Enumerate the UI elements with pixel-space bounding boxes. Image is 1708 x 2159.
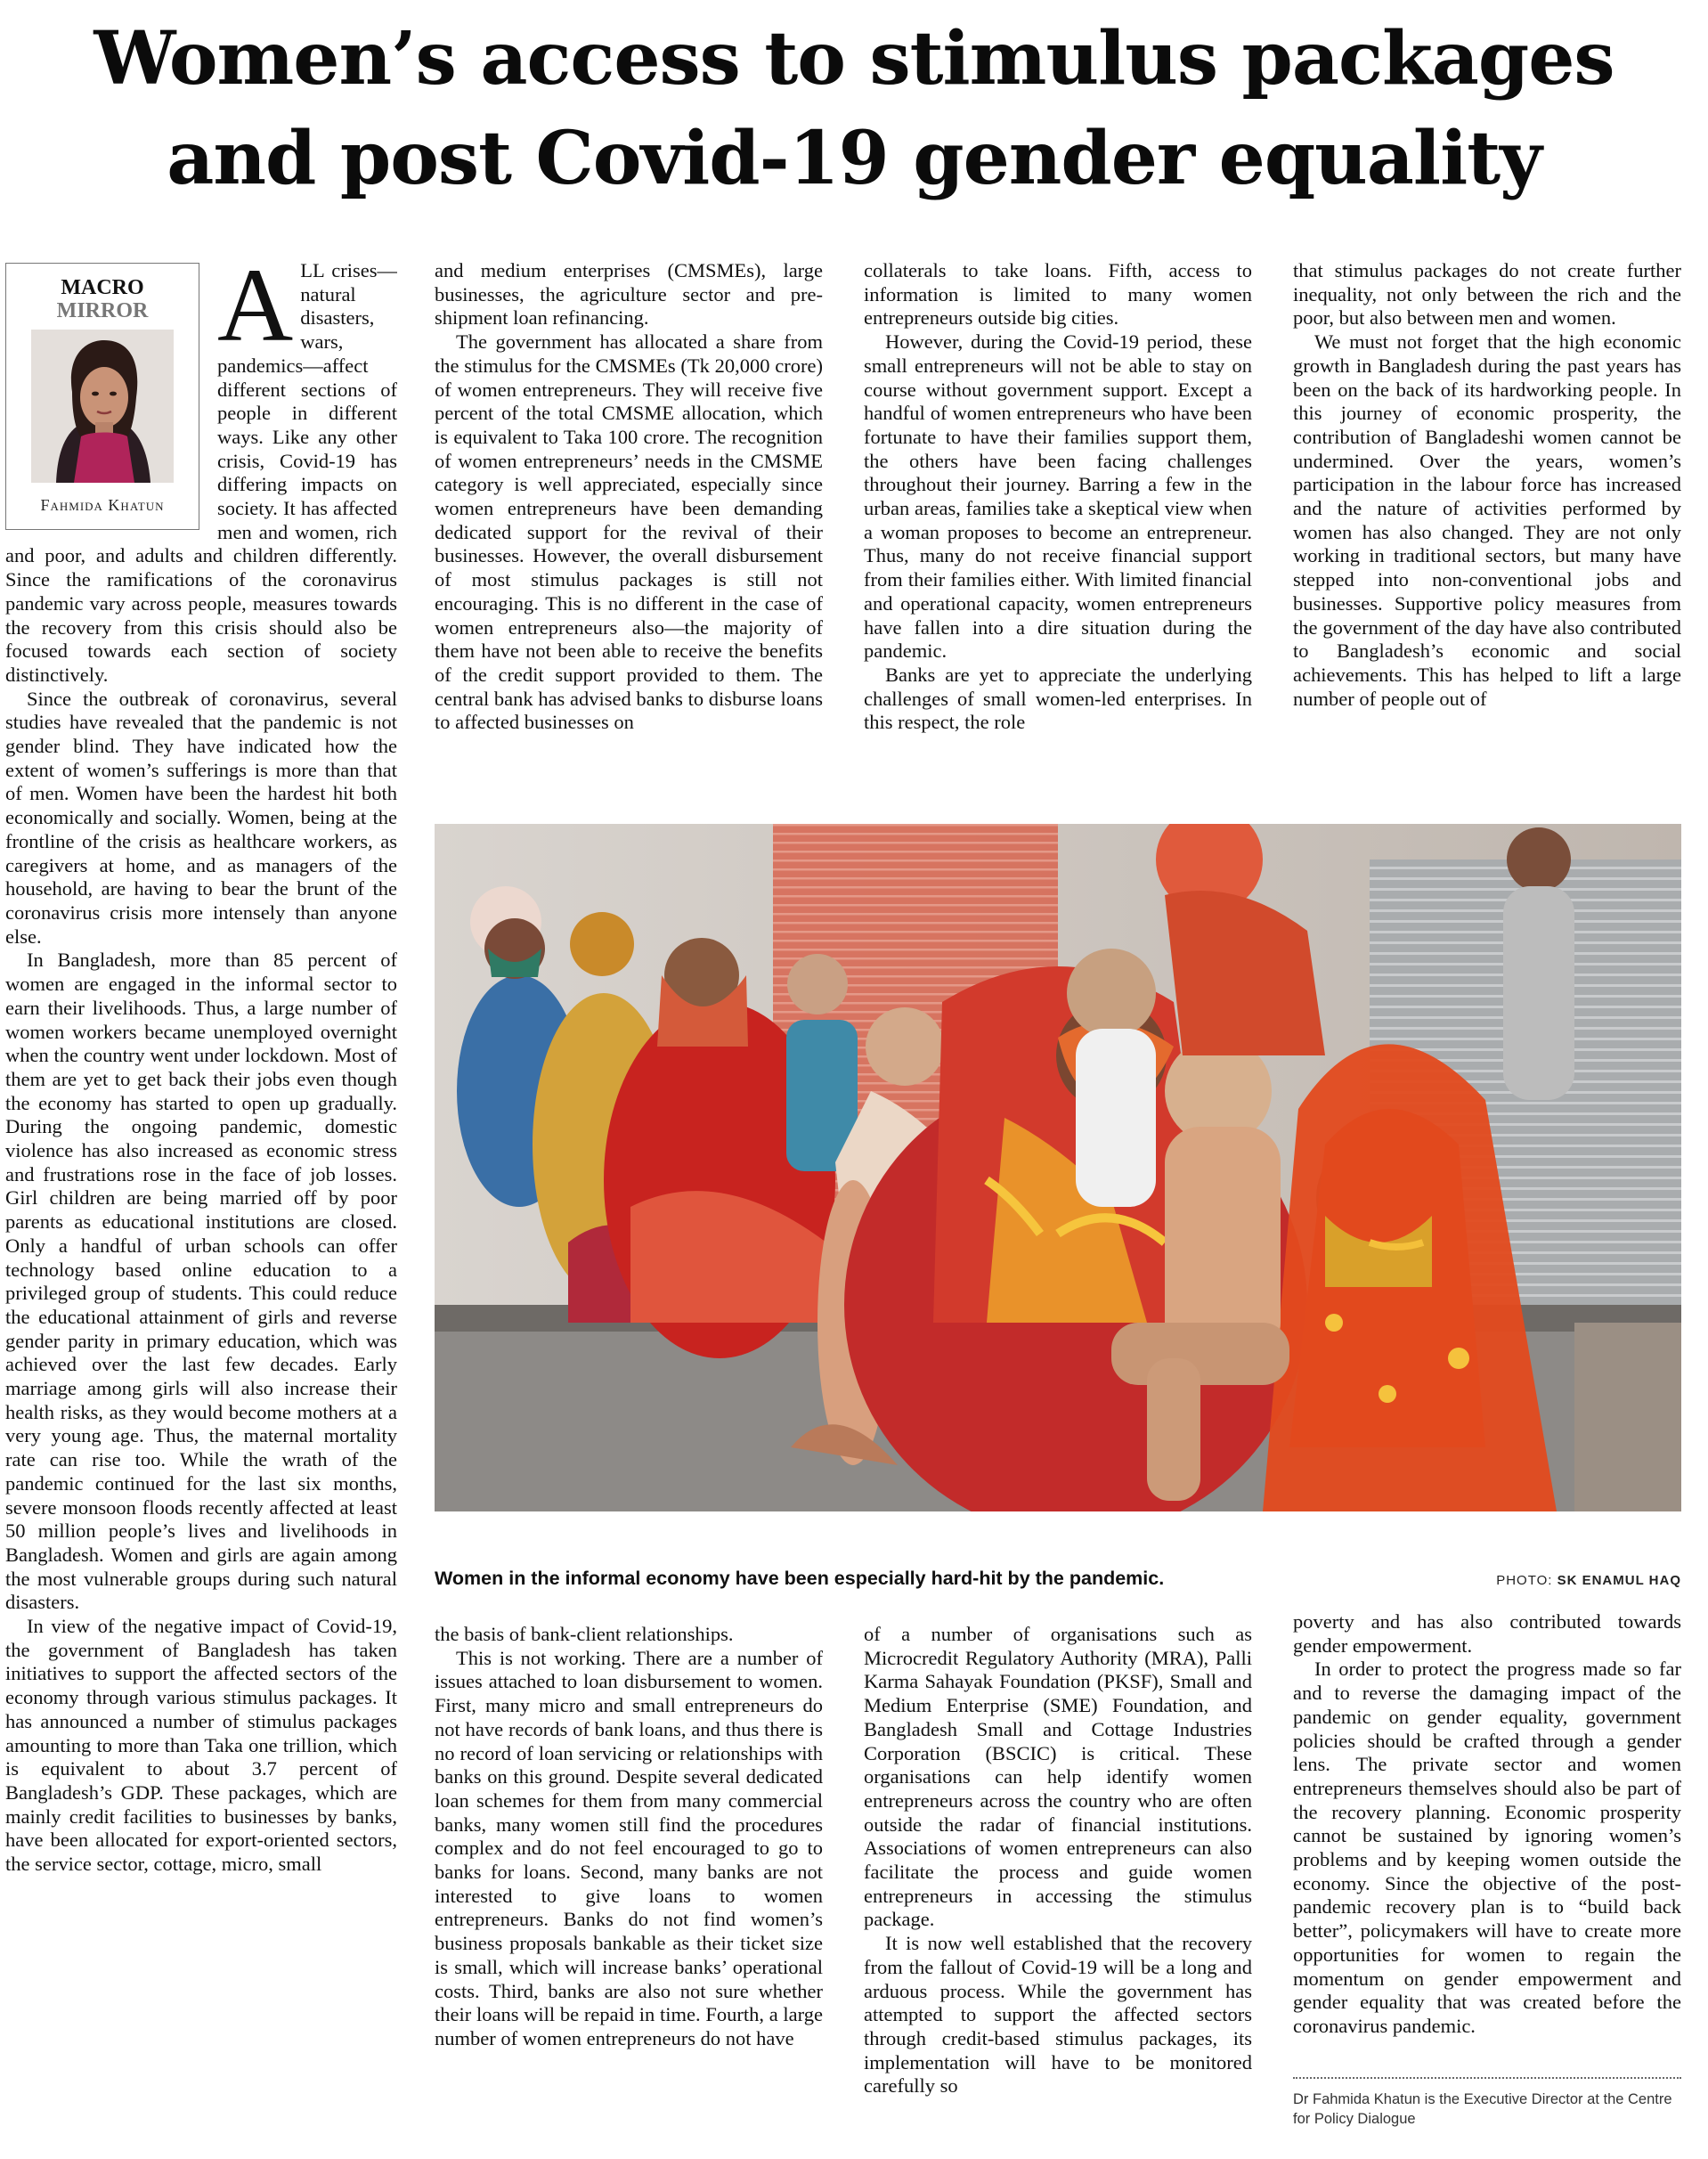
paragraph: Since the outbreak of coronavirus, several studies have revealed that the pandemic is not gender blind. They have indicated how the extent of women’s sufferings is more than that of men. Women have been the hardest hit both economically and socially. Women, being at the frontline of the crisis as healthcare workers, as caregivers at home, and as managers of the household, are having to bear the brunt of the coronavirus crisis more intensely than anyone else.	[5, 687, 397, 948]
column-name-line-2: MIRROR	[56, 299, 149, 322]
paragraph: In view of the negative impact of Covid-19, the government of Bangladesh has taken initiatives to support the affected sectors of the economy through various stimulus packages. It has announced a number of stimulus packages amounting to more than Taka one trillion, which is equivalent to about 3.7 percent of Bangladesh’s GDP. These packages, which are mainly credit facilities to businesses by banks, have been allocated for export-oriented sectors, the service sector, cottage, micro, small	[5, 1615, 397, 1876]
paragraph: In order to protect the progress made so far and to reverse the damaging impact of the pandemic on gender equality, government policies should be crafted through a gender lens. The private sector and women entrepreneurs themselves should also be part of the recovery planning. Economic prosperity cannot be sustained by ignoring women’s problems and by keeping women outside the economy. Since the objective of the post-pandemic recovery plan is to “build back better”, policymakers will have to create more opportunities for women to regain the momentum on gender empowerment and gender equality that was created before the coronavirus pandemic.	[1293, 1658, 1681, 2037]
paragraph: of a number of organisations such as Microcredit Regulatory Authority (MRA), Palli Karma Sahayak Foundation (PKSF), Small and Medium Enterprise (SME) Foundation, and Bangladesh Small and Cottage Industries Corporation (BSCIC) is critical. These organisations can help identify women entrepreneurs across the country who are often outside the radar of financial institutions. Associations of women entrepreneurs can also facilitate the process and guide women entrepreneurs in accessing the stimulus package.	[864, 1623, 1252, 1931]
paragraph: collaterals to take loans. Fifth, access to information is limited to many women entrepreneurs outside big cities.	[864, 259, 1252, 330]
paragraph: Banks are yet to appreciate the underlying challenges of small women-led enterprises. In this respect, the role	[864, 663, 1252, 734]
paragraph: poverty and has also contributed towards gender empowerment.	[1293, 1610, 1681, 1657]
paragraph: that stimulus packages do not create further inequality, not only between the rich and the poor, but also between men and women.	[1293, 259, 1681, 330]
news-photo-illustration	[435, 824, 1681, 1511]
author-box	[5, 263, 199, 530]
photo-credit-name: SK ENAMUL HAQ	[1557, 1573, 1681, 1588]
paragraph: However, during the Covid-19 period, these small entrepreneurs will not be able to stay on course without government support. Except a handful of women entrepreneurs who have been fortunate to have their families support them, the others have been facing challenges throughout their journey. Barring a few in the urban areas, families take a skeptical view when a woman proposes to become an entrepreneur. Thus, many do not receive financial support from their families either. With limited financial and operational capacity, women entrepreneurs have fallen into a dire situation during the pandemic.	[864, 330, 1252, 663]
paragraph: It is now well established that the recovery from the fallout of Covid-19 will be a long and arduous process. While the government has attempted to support the affected sectors through credit-based stimulus packages, its implementation will have to be monitored carefully so	[864, 1932, 1252, 2098]
photo-caption: Women in the informal economy have been especially hard-hit by the pandemic.	[435, 1568, 1165, 1589]
paragraph: the basis of bank-client relationships.	[435, 1623, 734, 1645]
author-name: Fahmida Khatun	[40, 496, 165, 514]
paragraph: In Bangladesh, more than 85 percent of women are engaged in the informal sector to earn their livelihoods. Thus, a large number of women workers became unemployed overnight when the country went under lockdown. Most of them are yet to get back their jobs even though the economy has started to open up gradually. During the ongoing pandemic, domestic violence has also increased as economic stress and frustrations rose in the face of job losses. Girl children are being married off by poor parents as educational institutions are closed. Only a handful of urban schools can offer technology based online education to a privileged group of students. This could reduce the educational attainment of girls and reverse gender parity in primary education, which was achieved over the last few decades. Early marriage among girls will also increase their health risks, as they would become mothers at a very young age. Thus, the maternal mortality rate can rise too. While the wrath of the pandemic continued for the last six months, severe monsoon floods recently affected at least 50 million people’s lives and livelihoods in Bangladesh. Women and girls are again among the most vulnerable groups during such natural disasters.	[5, 949, 397, 1614]
author-photo	[31, 330, 174, 483]
column-name	[6, 276, 199, 322]
column-name-line-1: MACRO	[61, 276, 144, 299]
article-column-4	[1293, 259, 1681, 798]
drop-cap: A	[217, 259, 294, 363]
photo-credit-prefix: PHOTO:	[1496, 1573, 1558, 1588]
article-column-3	[864, 259, 1252, 798]
article-column-2	[435, 259, 823, 798]
article-column-3-lower	[864, 1623, 1252, 2148]
headline-line-1: Women’s access to stimulus packages	[94, 16, 1614, 102]
news-photo	[435, 824, 1681, 1511]
photo-credit	[1425, 1573, 1681, 1588]
article-column-1	[5, 259, 397, 2152]
bio-divider	[1293, 2077, 1681, 2079]
paragraph: We must not forget that the high economic growth in Bangladesh during the past years has been on the back of its hardworking people. In this journey of economic prosperity, the contribution of Bangladeshi women cannot be undermined. Over the years, women’s participation in the labour force has increased and the nature of activities performed by women has also changed. They are not only working in traditional sectors, but many have stepped into non-conventional jobs and businesses. Supportive policy measures from the government of the day have also contributed to Bangladesh’s economic and social achievements. This has helped to lift a large number of people out of	[1293, 330, 1681, 710]
author-portrait	[31, 330, 174, 483]
paragraph: This is not working. There are a number of issues attached to loan disbursement to women. First, many micro and small entrepreneurs do not have records of bank loans, and thus there is no record of loan servicing or relationships with banks on this ground. Despite several dedicated loan schemes for them from many commercial banks, many women still find the procedures complex and do not feel encouraged to go to banks for loans. Second, many banks are not interested to give loans to women entrepreneurs. Banks do not find women’s business proposals bankable as their ticket size is small, which will increase banks’ operational costs. Third, banks are also not sure whether their loans will be repaid in time. Fourth, a large number of women entrepreneurs do not have	[435, 1646, 823, 2049]
headline-line-2: and post Covid-19 gender equality	[167, 116, 1541, 201]
headline	[0, 9, 1708, 208]
paragraph: and medium enterprises (CMSMEs), large businesses, the agriculture sector and pre-shipment loan refinancing.	[435, 259, 823, 330]
article-column-2-lower	[435, 1623, 823, 2148]
paragraph: The government has allocated a share from the stimulus for the CMSMEs (Tk 20,000 crore) of women entrepreneurs. They will receive five percent of the total CMSME allocation, which is equivalent to Taka 100 crore. The recognition of women entrepreneurs’ needs in the CMSME category is well appreciated, especially since women entrepreneurs have been demanding dedicated support for the revival of their businesses. However, the overall disbursement of most stimulus packages is still not encouraging. This is no different in the case of women entrepreneurs also—the majority of them have not been able to receive the benefits of the credit support provided to them. The central bank has advised banks to disburse loans to affected businesses on	[435, 330, 823, 734]
author-bio: Dr Fahmida Khatun is the Executive Director at the Centre for Policy Dialogue	[1293, 2091, 1672, 2127]
article-column-4-lower	[1293, 1610, 1681, 2066]
paragraph: LL crises—natural disasters, wars, pandemics—affect different sections of people in different ways. Like any other crisis, Covid-19 has differing impacts on society. It has affected men and women, rich and poor, and adults and children differently. Since the ramifications of the coronavirus pandemic vary across people, measures towards the recovery from this crisis should also be focused towards each section of society distinctively.	[5, 259, 397, 686]
